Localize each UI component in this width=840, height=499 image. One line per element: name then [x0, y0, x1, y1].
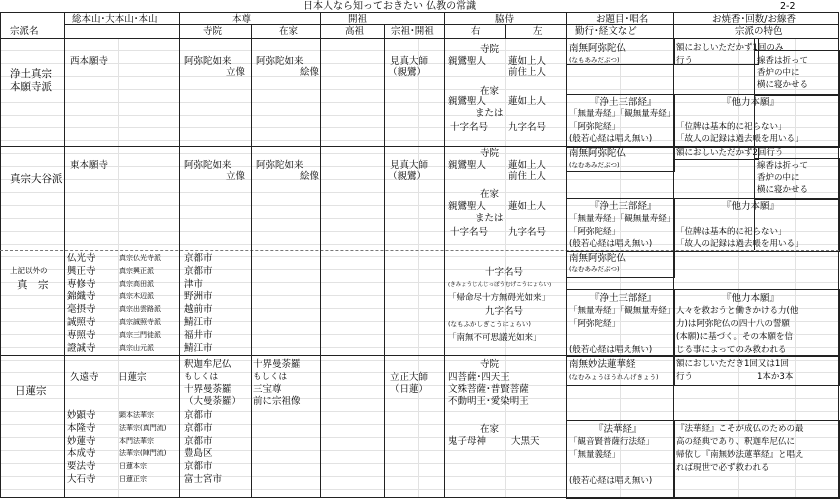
other-sutra1: 「無量寿経」「観無量寿経」	[569, 306, 676, 316]
nichiren-place: 京都市	[184, 422, 213, 434]
jodo-honzan: 西本願寺	[70, 56, 109, 67]
other-school: 真宗誠照寺派	[119, 318, 161, 326]
rule	[505, 24, 506, 38]
otani-founder: 見真大師	[390, 160, 429, 171]
cell-border	[754, 50, 840, 96]
nichiren-founder-sub: （日蓮）	[390, 384, 429, 395]
cell-border	[566, 251, 675, 278]
otani-senko2: 香炉の中に	[757, 173, 800, 183]
nichiren-kyoji-3: 不動明王･愛染明王	[448, 396, 529, 407]
nichiren-honzon-home3: 三宝尊	[253, 384, 282, 395]
other-od-juji-text: 「帰命尽十方無碍光如来」	[448, 293, 551, 303]
jodo-kyoji-kuji: 九字名号	[508, 122, 547, 133]
nichiren-shoko1: 額におしいただき1回又は1回	[676, 359, 789, 369]
nichiren-place: 京都市	[184, 410, 213, 421]
otani-founder-sub: （親鸞）	[388, 171, 427, 182]
header-kyoji-right: 右	[471, 26, 481, 37]
otani-odaimoku: 南無阿弥陀仏	[569, 148, 627, 159]
rule	[64, 24, 838, 25]
header-kaiso: 開祖	[348, 14, 368, 25]
jodo-odaimoku-kana: (なもあみだぶつ)	[569, 56, 620, 64]
other-school: 真宗仏光寺派	[119, 254, 161, 262]
otani-sutra3: (般若心経は唱え無い)	[569, 239, 653, 249]
other-place: 津市	[184, 278, 204, 290]
jodo-kyoji-home-left: 蓮如上人	[508, 96, 547, 107]
rule	[251, 24, 252, 498]
header-feature: 宗派の特色	[735, 26, 783, 37]
header-koso: 高祖	[345, 26, 365, 37]
jodo-odaimoku: 南無阿弥陀仏	[569, 43, 627, 54]
other-sutra2: 「阿弥陀経」	[569, 319, 621, 329]
rule	[320, 12, 321, 498]
jodo-kyoji-or: または	[475, 108, 504, 119]
otani-sutra1: 「無量寿経」「観無量寿経」	[569, 214, 676, 224]
otani-feature1: 「位牌は基本的に祀らない」	[676, 227, 787, 237]
jodo-honzon-temple: 阿弥陀如来	[184, 56, 232, 67]
nichiren-honzan-sect: 日蓮宗	[118, 372, 147, 383]
jodo-honzon-home: 阿弥陀如来	[256, 56, 304, 67]
cell-border	[566, 355, 675, 386]
nichiren-sutra-head: 『法華経』	[594, 424, 642, 435]
other-feature-head: 『他力本願』	[722, 293, 780, 304]
otani-kyoji-home-left: 蓮如上人	[508, 201, 547, 212]
jodo-sutra2: 「阿弥陀経」	[569, 122, 621, 132]
other-od-kuji-kana: (なもふかしぎこうにょらい)	[448, 320, 531, 328]
jodo-sutra1: 「無量寿経」「観無量寿経」	[569, 109, 676, 119]
jodo-sutra-head: 『浄土三部経』	[590, 97, 657, 108]
other-place: 越前市	[184, 304, 213, 316]
nichiren-odaimoku: 南無妙法蓮華経	[569, 359, 636, 370]
cell-border	[673, 420, 840, 499]
otani-shoko1: 額におしいただかず2回行う	[676, 148, 784, 158]
nichiren-school: 法華宗(陣門流)	[119, 449, 167, 458]
cell-border	[566, 198, 675, 252]
cell-border	[673, 355, 840, 386]
otani-senko1: 線香は折って	[757, 161, 809, 171]
other-sutra3: (般若心経は唱え無い)	[569, 345, 653, 355]
jodo-founder-sub: （親鸞）	[388, 67, 427, 78]
grid-line	[0, 192, 839, 193]
other-school: 真宗興正派	[119, 266, 154, 275]
nichiren-odaimoku-kana: (なむみょうほうれんげきょう)	[569, 373, 659, 381]
otani-odaimoku-kana: (なむあみだぶつ)	[569, 161, 620, 169]
nichiren-honzon-home4: 前に宗祖像	[253, 396, 301, 407]
nichiren-honzon-temple1: 釈迦牟尼仏	[184, 359, 232, 370]
jodo-senko2: 香炉の中に	[757, 68, 800, 78]
other-feature3: (本願)に基づく。その本願を信	[676, 332, 793, 342]
rule	[64, 12, 65, 498]
other-place: 鯖江市	[184, 342, 213, 354]
otani-sutra-head: 『浄土三部経』	[590, 201, 657, 212]
nichiren-temple: 要法寺	[67, 461, 96, 473]
other-feature2: 力)は阿弥陀仏の四十八の誓願	[676, 319, 790, 329]
nichiren-school: 法華宗(真門流)	[119, 423, 167, 432]
jodo-kyoji-temple: 寺院	[480, 44, 500, 55]
otani-kyoji-home-right: 親鸞聖人	[448, 201, 487, 212]
nichiren-feature2: 高の経典であり、釈迦牟尼仏に	[676, 437, 796, 447]
jodo-honzon-home-sub: 絵像	[300, 67, 320, 78]
sect-jodo: 浄土真宗	[10, 68, 52, 80]
other-label2: 真 宗	[17, 279, 49, 291]
other-temple: 毫摂寺	[67, 304, 96, 316]
jodo-sutra3: (般若心経は唱え無い)	[569, 134, 653, 144]
nichiren-school: 日蓮本宗	[119, 462, 147, 471]
grid-line	[0, 398, 839, 399]
otani-kyoji-kuji: 九字名号	[508, 227, 547, 238]
nichiren-kyoji-2: 文殊菩薩･普賢菩薩	[448, 384, 529, 395]
other-od-juji: 十字名号	[485, 267, 524, 278]
other-school: 真宗山元派	[119, 343, 154, 352]
other-place: 鯖江市	[184, 317, 213, 328]
nichiren-place: 京都市	[184, 461, 213, 473]
otani-kyoji-left: 蓮如上人	[508, 160, 547, 171]
other-label1: 上記以外の	[10, 266, 48, 275]
cell-border	[566, 94, 675, 148]
nichiren-honzon-home2: もしくは	[253, 372, 288, 382]
nichiren-temple: 大石寺	[67, 474, 96, 485]
otani-kyoji-juji: 十字名号	[450, 227, 489, 238]
jodo-feature2: 「故人の記録は過去帳を用いる」	[676, 134, 804, 144]
other-od-kuji-text: 「南無不可思議光如来」	[448, 333, 542, 343]
jodo-founder: 見真大師	[390, 56, 429, 67]
rule	[179, 12, 180, 498]
jodo-kyoji-home-right: 親鸞聖人	[448, 96, 487, 107]
other-school: 真宗三門徒派	[119, 330, 161, 339]
rule	[0, 12, 1, 498]
jodo-shoko1: 額におしいただかず1回のみ	[676, 43, 784, 53]
rule	[384, 24, 385, 498]
other-feature4: じる事によってのみ救われる	[676, 345, 787, 355]
nichiren-sutra1: 「観音賢普薩行法経」	[569, 437, 655, 447]
other-od-kuji: 九字名号	[485, 306, 524, 317]
other-place: 京都市	[184, 265, 213, 277]
otani-honzon-home-sub: 絵像	[300, 171, 320, 182]
nichiren-temple: 妙蓮寺	[67, 435, 96, 447]
header-shuso: 宗祖･開祖	[391, 26, 434, 37]
other-feature1: 人々を救おうと働きかける力(他	[676, 306, 799, 316]
nichiren-honzon-temple4: （大曼荼羅）	[184, 396, 242, 407]
otani-feature2: 「故人の記録は過去帳を用いる」	[676, 239, 804, 249]
jodo-senko3: 横に寝かせる	[757, 80, 809, 90]
jodo-kyoji-juji: 十字名号	[450, 122, 489, 133]
other-temple: 誠照寺	[67, 317, 96, 328]
otani-honzon-home: 阿弥陀如来	[256, 160, 304, 171]
jodo-honzon-temple-sub: 立像	[226, 67, 246, 78]
other-school: 真宗高田派	[119, 279, 154, 288]
other-odaimoku: 南無阿弥陀仏	[569, 253, 627, 264]
otani-honzon-temple-sub: 立像	[226, 171, 246, 182]
nichiren-temple: 本隆寺	[67, 422, 96, 434]
nichiren-place: 京都市	[184, 435, 213, 447]
nichiren-school: 顕本法華宗	[119, 411, 154, 419]
nichiren-school: 本門法華宗	[119, 436, 154, 445]
cell-border	[566, 38, 675, 65]
nichiren-kyoji-home-left: 大黒天	[511, 436, 540, 447]
otani-kyoji-temple: 寺院	[480, 148, 500, 159]
page-number: 2-2	[780, 1, 796, 12]
jodo-kyoji-left: 蓮如上人	[508, 56, 547, 67]
other-school: 真宗出雲路派	[119, 305, 161, 314]
nichiren-kyoji-home: 在家	[480, 424, 500, 435]
other-temple: 興正寺	[67, 265, 96, 277]
otani-kyoji-or: または	[475, 213, 504, 224]
cell-border	[673, 94, 840, 148]
header-honzon-home: 在家	[279, 26, 299, 37]
nichiren-kyoji-1: 四菩薩･四天王	[448, 372, 510, 383]
nichiren-founder: 立正大師	[390, 372, 429, 383]
grid-line	[418, 38, 419, 497]
nichiren-feature3: 帰依し『南無妙法蓮華経』と唱え	[676, 450, 804, 460]
jodo-kyoji-right: 親鸞聖人	[448, 56, 487, 67]
nichiren-feature4: れば現世で必ず救われる	[676, 463, 770, 473]
rule	[444, 12, 445, 498]
header-kyoji: 脇侍	[495, 14, 515, 25]
nichiren-kyoji-home-right: 鬼子母神	[448, 436, 487, 447]
sect-otani: 真宗大谷派	[10, 173, 63, 185]
nichiren-honzon-temple2: もしくは	[184, 372, 219, 382]
cell-border	[754, 158, 840, 200]
other-temple: 仏光寺	[67, 253, 96, 264]
page-title: 日本人なら知っておきたい 仏教の常識	[303, 1, 477, 12]
sect-jodo-sub: 本願寺派	[10, 81, 52, 93]
header-honzon-temple: 寺院	[203, 26, 223, 37]
cell-border	[673, 289, 840, 357]
header-sect: 宗派名	[10, 26, 39, 37]
cell-border	[566, 289, 675, 357]
header-odaimoku: お題目･唱名	[596, 14, 649, 25]
jodo-shoko2: 行う	[676, 56, 694, 66]
other-place: 京都市	[184, 253, 213, 264]
sect-nichiren: 日蓮宗	[15, 385, 47, 397]
other-temple: 證誠寺	[67, 342, 96, 354]
otani-senko3: 横に寝かせる	[757, 185, 809, 195]
cell-border	[673, 146, 759, 160]
header-honzan: 総本山･大本山･本山	[72, 14, 158, 25]
nichiren-place: 富士宮市	[184, 474, 223, 485]
otani-kyoji-left2: 前住上人	[508, 171, 547, 182]
nichiren-place: 豊島区	[184, 448, 213, 460]
nichiren-honzon-home1: 十界曼荼羅	[253, 359, 301, 370]
jodo-kyoji-home: 在家	[480, 86, 500, 97]
jodo-kyoji-left2: 前住上人	[508, 67, 547, 78]
nichiren-temple: 本成寺	[67, 448, 96, 460]
nichiren-school: 日蓮正宗	[119, 475, 147, 483]
nichiren-honzan: 久遠寺	[70, 372, 99, 383]
header-honzon: 本尊	[232, 14, 252, 25]
header-shoko: お焼香･回数/お線香	[712, 14, 796, 25]
rule	[0, 12, 839, 13]
other-od-juji-kana: (きみょうじんじっぽうむげこうにょらい)	[448, 282, 552, 288]
jodo-senko1: 線香は折って	[757, 56, 809, 66]
other-temple: 専照寺	[67, 329, 96, 341]
header-gongyo: 勤行･経文など	[575, 26, 637, 37]
other-sutra-head: 『浄土三部経』	[590, 293, 657, 304]
jodo-feature-head: 『他力本願』	[722, 97, 780, 108]
cell-border	[566, 420, 675, 499]
nichiren-sutra3: (般若心経は唱え無い)	[569, 476, 653, 486]
header-kyoji-left: 左	[533, 26, 543, 37]
other-place: 野洲市	[184, 291, 213, 303]
nichiren-shoko2: 行う	[676, 372, 694, 382]
cell-border	[673, 198, 840, 252]
nichiren-sutra2: 「無量義経」	[569, 450, 621, 460]
otani-kyoji-right: 親鸞聖人	[448, 160, 487, 171]
other-temple: 専修寺	[67, 278, 96, 290]
nichiren-kyoji-temple: 寺院	[480, 359, 500, 370]
other-odaimoku-kana: (なむあみだぶつ)	[569, 265, 620, 273]
otani-kyoji-home: 在家	[480, 189, 500, 200]
grid-line	[0, 89, 839, 90]
other-school: 真宗木辺派	[119, 292, 154, 301]
nichiren-temple: 妙顕寺	[67, 410, 96, 421]
otani-honzon-temple: 阿弥陀如来	[184, 160, 232, 171]
other-place: 福井市	[184, 329, 213, 341]
jodo-feature1: 「位牌は基本的に祀らない」	[676, 122, 787, 132]
cell-border	[673, 38, 759, 65]
otani-feature-head: 『他力本願』	[722, 201, 780, 212]
otani-honzan: 東本願寺	[70, 160, 109, 171]
nichiren-senko1: 1本か3本	[757, 372, 794, 382]
nichiren-feature1: 『法華経』こそが成仏のための最	[676, 424, 804, 434]
nichiren-honzon-temple3: 十界曼荼羅	[184, 384, 232, 395]
cell-border	[566, 146, 675, 172]
other-temple: 錦織寺	[67, 291, 96, 303]
otani-sutra2: 「阿弥陀経」	[569, 227, 621, 237]
